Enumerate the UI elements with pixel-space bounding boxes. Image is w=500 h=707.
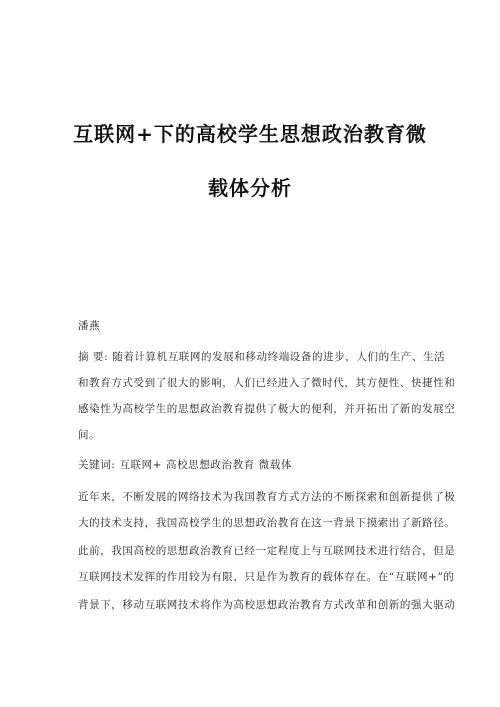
body-line-5: 背景下，移动互联网技术将作为高校思想政治教育方式改革和创新的强大驱动 [78, 599, 456, 611]
abstract-line-3: 感染性为高校学生的思想政治教育提供了极大的便利，并开拓出了新的发展空 [78, 403, 456, 415]
document-title-line-1: 互联网+下的高校学生思想政治教育微 [73, 122, 427, 146]
keywords: 关键词: 互联网+ 高校思想政治教育 微载体 [78, 459, 293, 471]
abstract-line-4: 间。 [78, 429, 101, 441]
abstract-line-2: 和教育方式受到了很大的影响，人们已经进入了微时代，其方便性、快捷性和 [78, 377, 456, 389]
body-line-3: 此前，我国高校的思想政治教育已经一定程度上与互联网技术进行结合，但是 [78, 545, 456, 557]
body-line-1: 近年来，不断发展的网络技术为我国教育方式方法的不断探索和创新提供了极 [78, 491, 456, 503]
author-name: 潘燕 [78, 320, 101, 332]
body-line-2: 大的技术支持，我国高校学生的思想政治教育在这一背景下摸索出了新路径。 [78, 517, 456, 529]
body-line-4: 互联网技术发挥的作用较为有限，只是作为教育的载体存在。在“互联网+”的 [78, 571, 455, 583]
document-title-line-2: 载体分析 [208, 176, 292, 200]
abstract-line-1: 摘 要: 随着计算机互联网的发展和移动终端设备的进步，人们的生产、生活 [78, 351, 446, 363]
